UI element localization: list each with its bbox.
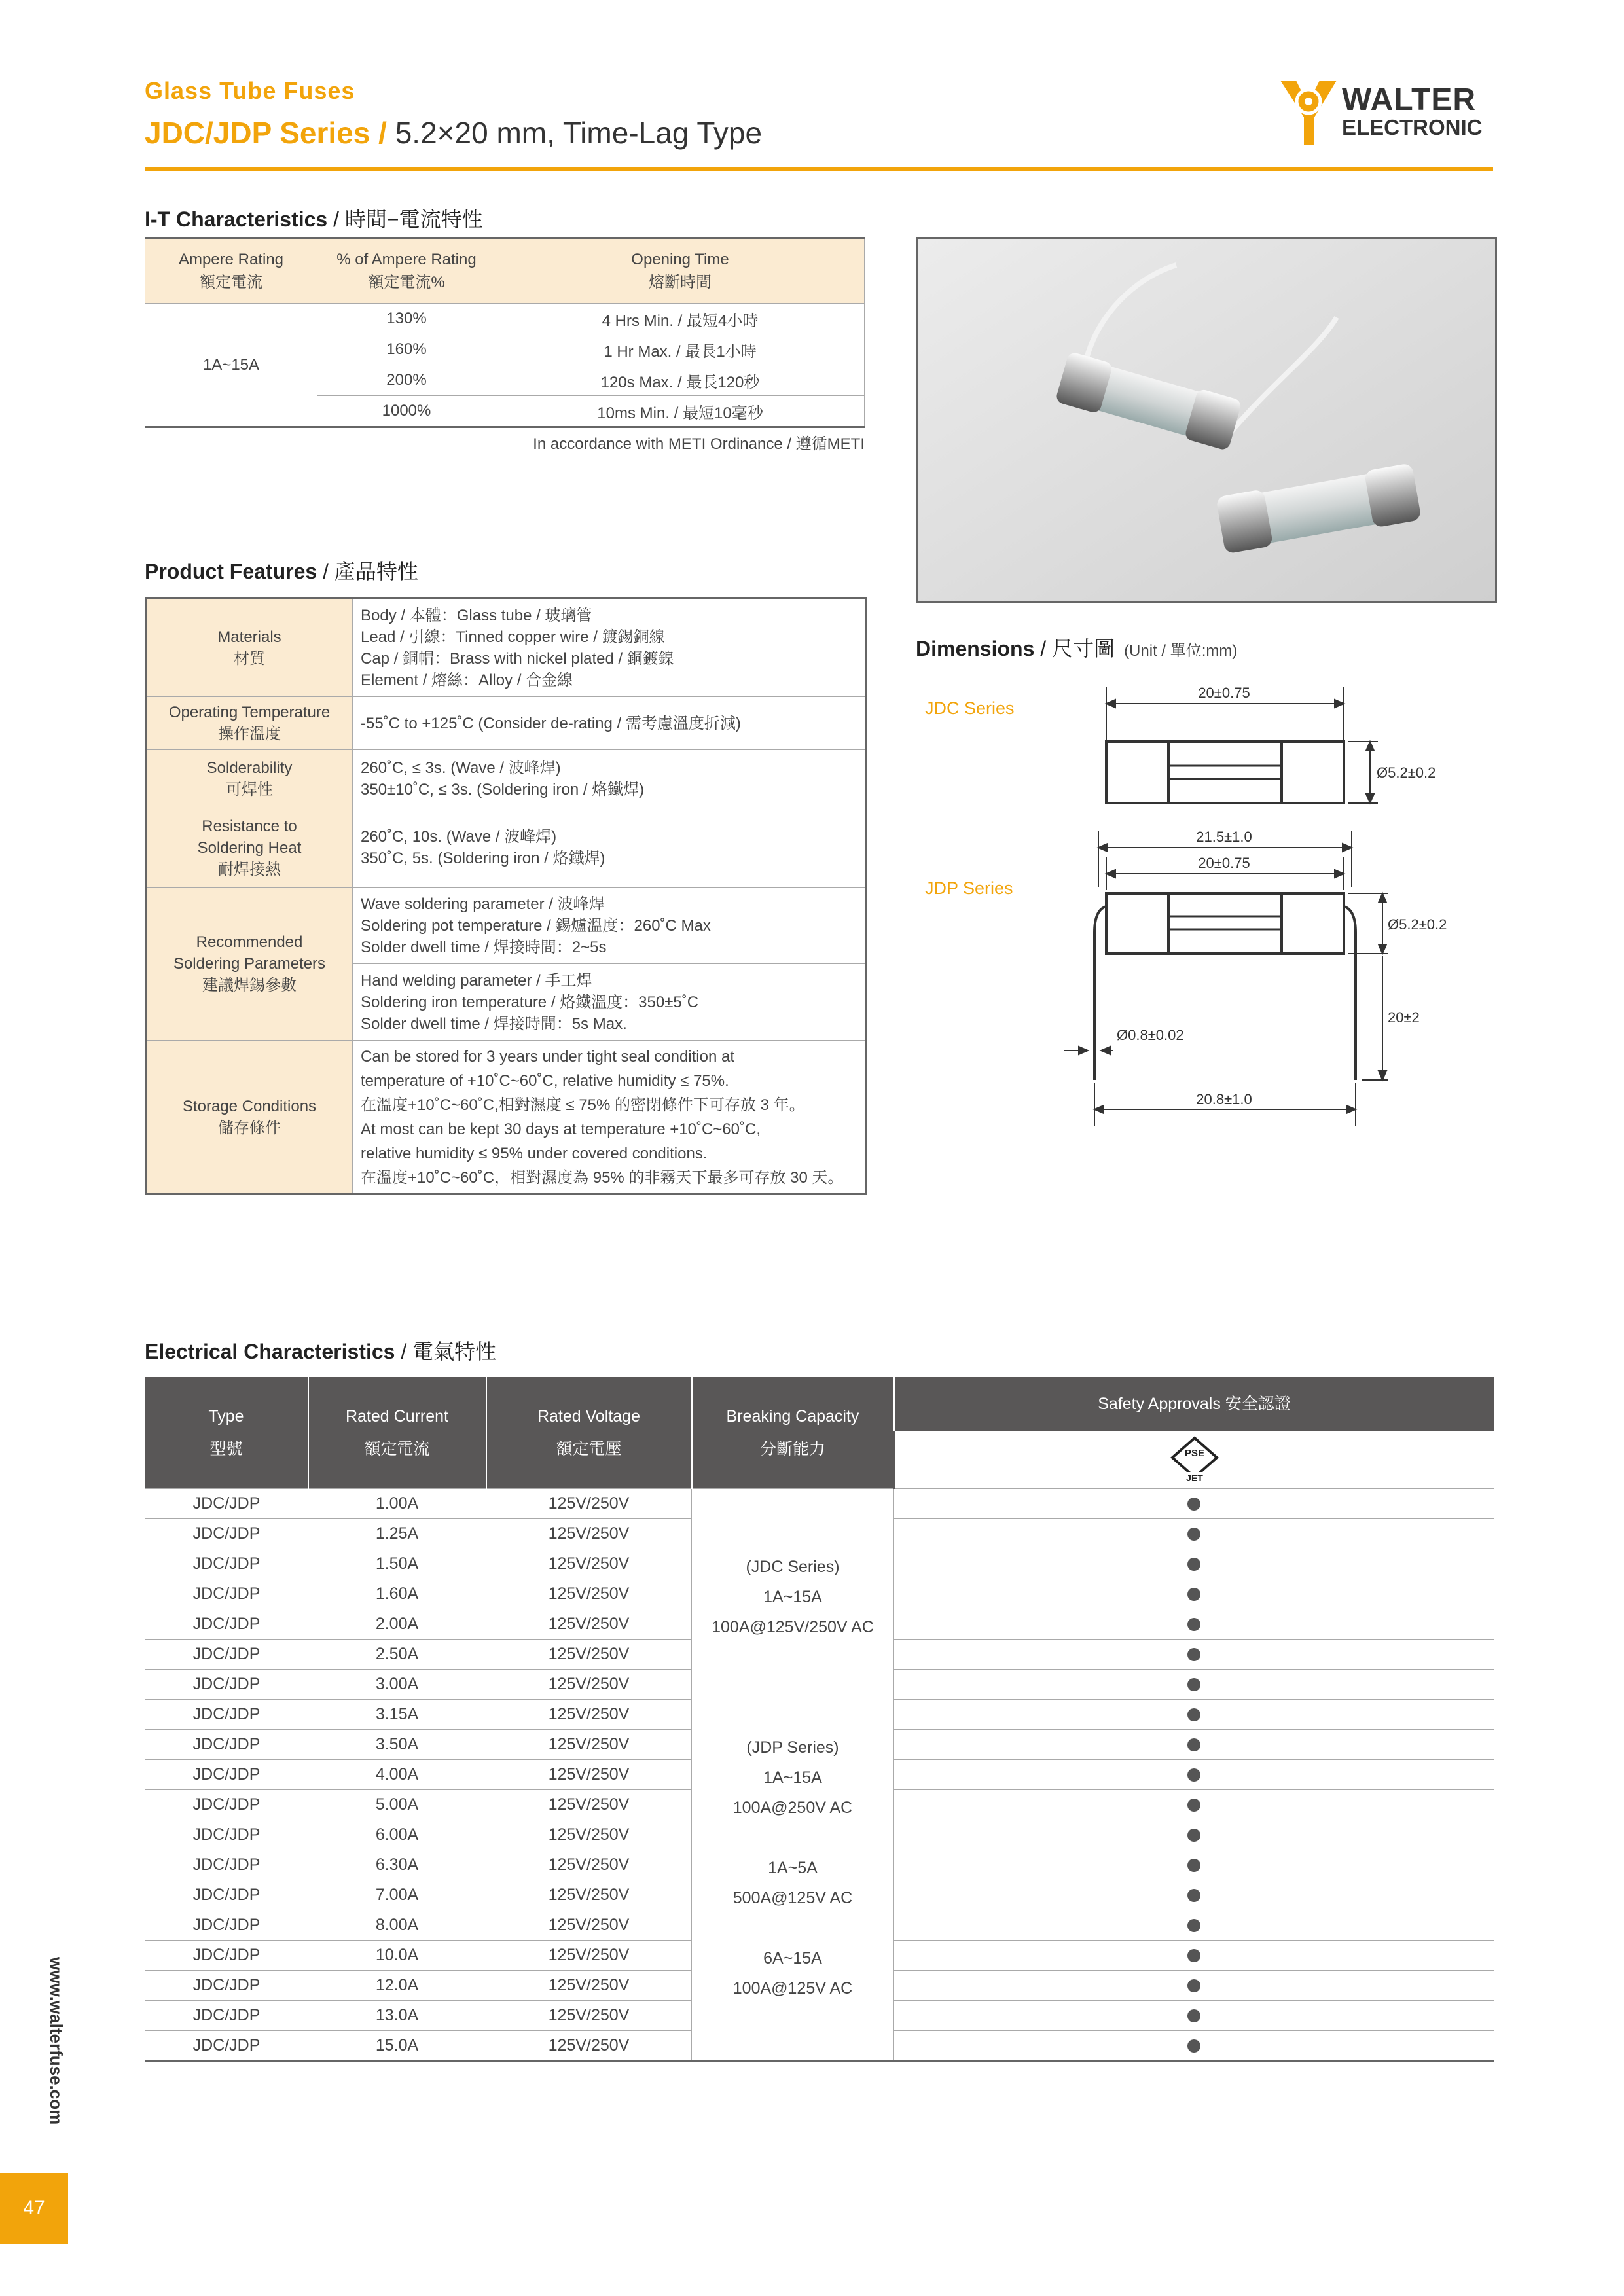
jdp-series-label: JDP Series [925, 878, 1013, 898]
table-row: 1A~15A 130% 4 Hrs Min. / 最短4小時 [145, 304, 865, 334]
pse-approval-cell [894, 1820, 1494, 1850]
feature-row-resistance: Resistance to Soldering Heat 耐焊接熱 260˚C, 10s. (Wave / 波峰焊) 350˚C, 5s. (Soldering iron / 烙鐵焊) [146, 808, 866, 888]
pse-approval-cell [894, 1910, 1494, 1941]
ec-current-cell: 1.50A [308, 1549, 486, 1579]
ec-voltage-cell: 125V/250V [486, 2031, 692, 2062]
jdc-diameter-label: Ø5.2±0.2 [1377, 764, 1436, 781]
features-section-title: Product Features / 產品特性 [145, 560, 418, 583]
ec-current-cell: 7.00A [308, 1880, 486, 1910]
ec-voltage-cell: 125V/250V [486, 1609, 692, 1640]
pse-approval-cell [894, 1670, 1494, 1700]
ec-current-cell: 1.60A [308, 1579, 486, 1609]
ec-type-cell: JDC/JDP [145, 1880, 308, 1910]
ec-voltage-cell: 125V/250V [486, 1549, 692, 1579]
ec-header-current: Rated Current 額定電流 [308, 1377, 486, 1489]
header-rule [145, 167, 1493, 171]
ec-voltage-cell: 125V/250V [486, 1850, 692, 1880]
approved-dot-icon [1187, 1708, 1200, 1721]
ec-type-cell: JDC/JDP [145, 1820, 308, 1850]
ec-current-cell: 10.0A [308, 1941, 486, 1971]
ec-voltage-cell: 125V/250V [486, 1670, 692, 1700]
product-photo [916, 237, 1497, 603]
ec-type-cell: JDC/JDP [145, 1910, 308, 1941]
it-header-percent: % of Ampere Rating 額定電流% [317, 238, 496, 304]
approved-dot-icon [1187, 1648, 1200, 1661]
ec-type-cell: JDC/JDP [145, 1489, 308, 1519]
features-table [145, 597, 867, 1195]
ec-current-cell: 1.25A [308, 1519, 486, 1549]
ec-type-cell: JDC/JDP [145, 1549, 308, 1579]
ec-current-cell: 2.50A [308, 1640, 486, 1670]
ec-header-safety: Safety Approvals 安全認證 [894, 1377, 1494, 1431]
ec-voltage-cell: 125V/250V [486, 1700, 692, 1730]
it-header-ampere: Ampere Rating 額定電流 [145, 238, 317, 304]
website-url[interactable] [36, 1957, 75, 2140]
pse-approval-cell [894, 1941, 1494, 1971]
ec-current-cell: 6.00A [308, 1820, 486, 1850]
dimensions-drawing [1060, 674, 1479, 1132]
it-table [145, 237, 865, 428]
svg-text:www.walterfuse.com: www.walterfuse.com [46, 1957, 66, 2125]
feature-row-materials: Materials 材質 Body / 本體：Glass tube / 玻璃管 Lead / 引線：Tinned copper wire / 鍍錫銅線 Cap / 銅帽：Brass with nickel plated / 銅鍍鎳 Element / 熔絲：Alloy / 合金線 [146, 598, 866, 697]
approved-dot-icon [1187, 2039, 1200, 2053]
dimensions-section-title: Dimensions / 尺寸圖 (Unit / 單位:mm) [916, 637, 1238, 660]
jdp-lead-diameter-label: Ø0.8±0.02 [1117, 1027, 1184, 1043]
pse-diamond-icon [1168, 1435, 1221, 1484]
it-section-title: I-T Characteristics / 時間−電流特性 [145, 207, 483, 231]
approved-dot-icon [1187, 1768, 1200, 1782]
ec-voltage-cell: 125V/250V [486, 1519, 692, 1549]
ec-type-cell: JDC/JDP [145, 1579, 308, 1609]
pse-approval-cell [894, 2001, 1494, 2031]
pse-approval-cell [894, 1549, 1494, 1579]
pse-approval-cell [894, 1790, 1494, 1820]
approved-dot-icon [1187, 2009, 1200, 2022]
ec-type-cell: JDC/JDP [145, 1640, 308, 1670]
logo-line1: WALTER [1342, 82, 1477, 117]
approved-dot-icon [1187, 1558, 1200, 1571]
ec-voltage-cell: 125V/250V [486, 1579, 692, 1609]
approved-dot-icon [1187, 1949, 1200, 1962]
pse-approval-cell [894, 1730, 1494, 1760]
pse-approval-cell [894, 1880, 1494, 1910]
ec-type-cell: JDC/JDP [145, 1760, 308, 1790]
fuse-photo-icon [918, 239, 1495, 601]
walter-logo-icon [1276, 75, 1342, 149]
ec-type-cell: JDC/JDP [145, 2031, 308, 2062]
electrical-table [145, 1377, 1494, 2062]
approved-dot-icon [1187, 1859, 1200, 1872]
approved-dot-icon [1187, 1588, 1200, 1601]
ec-current-cell: 13.0A [308, 2001, 486, 2031]
breaking-capacity-cell: (JDC Series) 1A~15A 100A@125V/250V AC (JDP Series) 1A~15A 100A@250V AC 1A~5A 500A@125V AC 6A~15A 100A@125V AC [692, 1489, 894, 2062]
series-subtitle: 5.2×20 mm, Time-Lag Type [395, 116, 763, 150]
ec-type-cell: JDC/JDP [145, 1850, 308, 1880]
ec-header-type: Type 型號 [145, 1377, 308, 1489]
pse-approval-cell [894, 1850, 1494, 1880]
pse-approval-cell [894, 1489, 1494, 1519]
ec-voltage-cell: 125V/250V [486, 1880, 692, 1910]
approved-dot-icon [1187, 1498, 1200, 1511]
pse-approval-cell [894, 2031, 1494, 2062]
ec-type-cell: JDC/JDP [145, 1700, 308, 1730]
pse-approval-cell [894, 1519, 1494, 1549]
company-logo [1342, 82, 1483, 141]
ec-current-cell: 5.00A [308, 1790, 486, 1820]
ec-current-cell: 6.30A [308, 1850, 486, 1880]
pse-approval-cell [894, 1609, 1494, 1640]
ec-current-cell: 8.00A [308, 1910, 486, 1941]
ec-voltage-cell: 125V/250V [486, 1820, 692, 1850]
ec-type-cell: JDC/JDP [145, 1519, 308, 1549]
pse-mark [894, 1431, 1494, 1489]
electrical-section-title: Electrical Characteristics / 電氣特性 [145, 1340, 497, 1363]
ec-header-voltage: Rated Voltage 額定電壓 [486, 1377, 692, 1489]
ec-type-cell: JDC/JDP [145, 1609, 308, 1640]
it-header-time: Opening Time 熔斷時間 [496, 238, 865, 304]
table-row [145, 1489, 1494, 1519]
pse-approval-cell [894, 1760, 1494, 1790]
meti-note: In accordance with METI Ordinance / 遵循METI [533, 435, 865, 453]
ec-voltage-cell: 125V/250V [486, 2001, 692, 2031]
ec-voltage-cell: 125V/250V [486, 1941, 692, 1971]
ec-current-cell: 1.00A [308, 1489, 486, 1519]
feature-row-operating-temp: Operating Temperature 操作溫度 -55˚C to +125˚C (Consider de-rating / 需考慮溫度折減) [146, 697, 866, 750]
feature-row-solderability: Solderability 可焊性 260˚C, ≤ 3s. (Wave / 波峰焊) 350±10˚C, ≤ 3s. (Soldering iron / 烙鐵焊) [146, 750, 866, 808]
svg-text:PSE: PSE [1184, 1448, 1204, 1459]
category-title: Glass Tube Fuses [145, 77, 355, 104]
ec-type-cell: JDC/JDP [145, 2001, 308, 2031]
ec-current-cell: 3.00A [308, 1670, 486, 1700]
table-row: 200% 120s Max. / 最長120秒 [145, 365, 865, 396]
ec-voltage-cell: 125V/250V [486, 1640, 692, 1670]
pse-approval-cell [894, 1640, 1494, 1670]
jdp-total-label: 21.5±1.0 [1196, 829, 1252, 845]
table-row: 160% 1 Hr Max. / 最長1小時 [145, 334, 865, 365]
ec-header-breaking: Breaking Capacity 分斷能力 [692, 1377, 894, 1489]
jdp-lead-span-label: 20.8±1.0 [1196, 1091, 1252, 1107]
ec-voltage-cell: 125V/250V [486, 1489, 692, 1519]
series-name: JDC/JDP Series / [145, 116, 395, 150]
page-number: 47 [0, 2173, 68, 2244]
table-row: 1000% 10ms Min. / 最短10毫秒 [145, 396, 865, 427]
jdc-length-label: 20±0.75 [1198, 685, 1250, 701]
ec-current-cell: 3.15A [308, 1700, 486, 1730]
ec-type-cell: JDC/JDP [145, 1670, 308, 1700]
jdp-length-label: 20±0.75 [1198, 855, 1250, 871]
ec-current-cell: 3.50A [308, 1730, 486, 1760]
ec-current-cell: 4.00A [308, 1760, 486, 1790]
jdc-series-label: JDC Series [925, 698, 1015, 718]
ec-voltage-cell: 125V/250V [486, 1971, 692, 2001]
it-range: 1A~15A [145, 304, 317, 427]
ec-voltage-cell: 125V/250V [486, 1910, 692, 1941]
ec-type-cell: JDC/JDP [145, 1730, 308, 1760]
page-title [145, 115, 762, 151]
feature-row-recommended-hand: Hand welding parameter / 手工焊 Soldering iron temperature / 烙鐵溫度：350±5˚C Solder dwell time / 焊接時間：5s Max. [146, 964, 866, 1041]
ec-type-cell: JDC/JDP [145, 1941, 308, 1971]
approved-dot-icon [1187, 1979, 1200, 1992]
pse-approval-cell [894, 1579, 1494, 1609]
ec-voltage-cell: 125V/250V [486, 1730, 692, 1760]
ec-current-cell: 15.0A [308, 2031, 486, 2062]
ec-current-cell: 12.0A [308, 1971, 486, 2001]
approved-dot-icon [1187, 1678, 1200, 1691]
jdp-lead-height-label: 20±2 [1388, 1009, 1420, 1026]
ec-type-cell: JDC/JDP [145, 1790, 308, 1820]
approved-dot-icon [1187, 1528, 1200, 1541]
svg-text:JET: JET [1185, 1473, 1203, 1483]
ec-type-cell: JDC/JDP [145, 1971, 308, 2001]
logo-line2: ELECTRONIC [1342, 115, 1483, 139]
jdp-diameter-label: Ø5.2±0.2 [1388, 916, 1447, 933]
approved-dot-icon [1187, 1889, 1200, 1902]
pse-approval-cell [894, 1700, 1494, 1730]
feature-row-recommended-wave: Recommended Soldering Parameters 建議焊錫參數 Wave soldering parameter / 波峰焊 Soldering pot temperature / 錫爐溫度：260˚C Max Solder dwell time / 焊接時間：2~5s [146, 888, 866, 964]
approved-dot-icon [1187, 1829, 1200, 1842]
approved-dot-icon [1187, 1799, 1200, 1812]
approved-dot-icon [1187, 1738, 1200, 1751]
ec-voltage-cell: 125V/250V [486, 1760, 692, 1790]
approved-dot-icon [1187, 1618, 1200, 1631]
feature-row-storage: Storage Conditions 儲存條件 Can be stored for 3 years under tight seal condition at temperature of +10˚C~60˚C, relative humidity ≤ 75%. 在溫度+10˚C~60˚C,相對濕度 ≤ 75% 的密閉條件下可存放 3 年。 At most can be kept 30 days at temperature +10˚C~60˚C, relative humidity ≤ 95% under covered conditions. 在溫度+10˚C~60˚C，相對濕度為 95% 的非霧天下最多可存放 30 天。 [146, 1041, 866, 1194]
approved-dot-icon [1187, 1919, 1200, 1932]
pse-approval-cell [894, 1971, 1494, 2001]
ec-voltage-cell: 125V/250V [486, 1790, 692, 1820]
ec-current-cell: 2.00A [308, 1609, 486, 1640]
